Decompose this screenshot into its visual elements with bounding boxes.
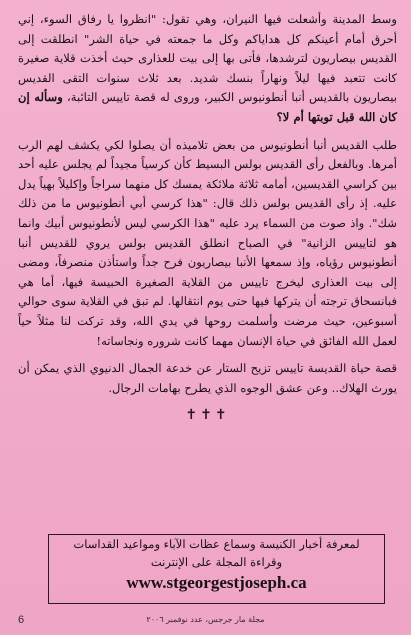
paragraph-text: طلب القديس أنبا أنطونيوس من بعض تلاميذه أن يصلوا لكي يكشف لهم الرب أمرها. وبالفعل رأى القديس بولس البسيط كأن كرسياً مجيداً لم يجلس عليه أحد بين كراسي القديسين، أمامه ثلاثة ملائكة يمسك كل منهما سراجاً وإكليلاً بهياً يدل عليه. إذ رأى القديس بولس ذلك قال: "هذا كرسي أبي أنطونيوس ما من ذلك شك". واذ صوت من السماء يرد عليه "هذا الكرسي ليس لأنطونيوس أبيك وانما هو لتاييس الزانية" في الصباح انطلق القديس بولس يروي للقديس أنبا أنطونيوس رؤياه، وإذ سمعها الأنبا بيصاريون فرح جداً واستأذن منصرفاً، ومضى إلى بيت العذارى ليخرج تاييس من القلاية الصغيرة الحبيسة فيها، أما هي فبانسحاق ترجته أن يتركها فيها حتى يوم انتقالها. لم تبق في القلاية سوى حوالي أسبوعين، حيث مرضت وأسلمت روحها في يدي الله، وقد تركت لنا مثلاً حياً لعمل الله الفائق في حياة الإنسان مهما كانت شروره ونجاساته! xyxy=(18,137,397,348)
article-paragraph-2 xyxy=(18,136,397,352)
notice-line-1: لمعرفة أخبار الكنيسة وسماع عظات الآباء ومواعيد القداسات xyxy=(73,537,360,551)
article-body xyxy=(18,10,397,432)
article-paragraph-3 xyxy=(18,359,397,398)
page-number: 6 xyxy=(18,614,25,626)
footer-caption: مجلة مار جرجس، عدد نوفمبر ٢٠٠٦ xyxy=(146,615,265,624)
paragraph-bold-question: وسأله إن كان الله قبل توبتها أم لا؟ xyxy=(18,90,397,124)
crosses-ornament: ✝✝✝ xyxy=(185,407,230,424)
notice-line-2: وقراءة المجلة على الإنترنت xyxy=(150,555,283,569)
website-url-link[interactable]: www.stgeorgestjoseph.ca xyxy=(126,573,307,592)
page-footer xyxy=(0,612,411,630)
paragraph-text: وسط المدينة وأشعلت فيها النيران، وهي تقول: "انظروا يا رفاق السوء، إني أحرق أمام أعينكم كل هداياكم وكل ما جمعته في حياة الشر" انطلقت إلى القديس بيصاريون لترشدها، فأتى بها إلى بيت للعذارى حيث أخذت قلاية صغيرة كانت تتعبد فيها ليلاً ونهاراً بنسك شديد. بعد ثلاث سنوات التقى القديس بيصاريون بالقديس أنبا أنطونيوس الكبير، وروى له قصة تاييس التائبة، xyxy=(18,12,398,105)
website-notice-box xyxy=(48,534,385,604)
paragraph-text: قصة حياة القديسة تاييس تزيح الستار عن خدعة الجمال الدنيوي الذي يمكن أن يورث الهلاك.. وعن عشق الوجوه الذي يطرح بهامات الرجال. xyxy=(18,361,397,395)
article-paragraph-1 xyxy=(18,10,397,128)
